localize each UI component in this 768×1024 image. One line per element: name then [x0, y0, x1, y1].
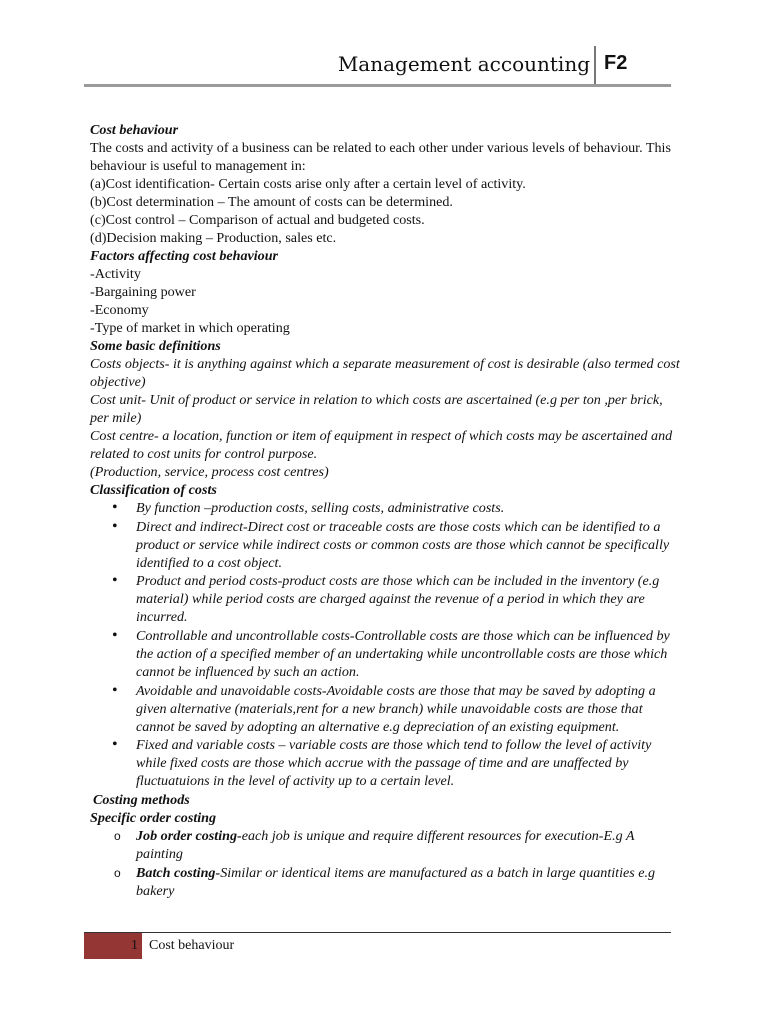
costing-methods-list [90, 827, 680, 900]
costing-method-term: Job order costing- [136, 828, 242, 845]
definition-item: Cost centre- a location, function or item of equipment in respect of which costs may be ascertained and related to cost units for control purpose. [90, 428, 673, 462]
costing-method-item [90, 864, 680, 900]
costing-method-text: Similar or identical items are manufactured as a batch in large quantities e.g bakery [136, 864, 656, 899]
classification-item: • Controllable and uncontrollable costs-Controllable costs are those which can be influenced by the action of a specified member of an undertaking while uncontrollable costs are those which cannot be influenced by such an action. [90, 627, 680, 681]
footer-title: Cost behaviour [149, 938, 235, 953]
factor-item: -Bargaining power [90, 284, 196, 300]
classification-item: • Product and period costs-product costs are those which can be included in the inventory (e.g material) while period costs are charged against the revenue of a period in which they are incurred. [90, 572, 680, 626]
header-title: Management accounting [337, 52, 590, 76]
factor-item: -Activity [90, 266, 141, 282]
specific-order-heading: Specific order costing [90, 810, 217, 827]
costing-methods-heading: Costing methods [93, 792, 190, 809]
classification-item: • Avoidable and unavoidable costs-Avoidable costs are those that may be saved by adopting a given alternative (materials,rent for a new branch) while unavoidable costs are those that cannot be saved by adopting an alternative e.g depreciation of an existing equipment. [90, 682, 680, 736]
page-number: 1 [131, 938, 138, 953]
cost-behaviour-item: (a)Cost identification- Certain costs arise only after a certain level of activity. [90, 176, 526, 192]
factors-heading: Factors affecting cost behaviour [90, 248, 279, 264]
definitions-heading: Some basic definitions [90, 338, 221, 354]
classification-item: • Fixed and variable costs – variable costs are those which tend to follow the level of activity while fixed costs are those which accrue with the passage of time and are unaffected by fluctuatuions in the level of activity up to a certain level. [90, 736, 680, 790]
page-header [84, 44, 670, 84]
cost-behaviour-item: (d)Decision making – Production, sales etc. [90, 230, 337, 246]
costing-method-item [90, 827, 680, 863]
definition-item: (Production, service, process cost centres) [90, 464, 329, 480]
classification-item: • By function –production costs, selling costs, administrative costs. [90, 499, 680, 517]
costing-method-term: Batch costing- [136, 864, 221, 881]
cost-behaviour-item: (b)Cost determination – The amount of costs can be determined. [90, 194, 453, 210]
cost-behaviour-intro: The costs and activity of a business can be related to each other under various levels of behaviour. This behaviour is useful to management in: [90, 140, 671, 174]
header-divider [594, 46, 596, 84]
definition-item: Costs objects- it is anything against which a separate measurement of cost is desirable (also termed cost objective) [90, 356, 680, 390]
classification-item: • Direct and indirect-Direct cost or traceable costs are those costs which can be identified to a product or service while indirect costs or common costs are those which cannot be specifically identified to a cost object. [90, 518, 680, 572]
document-body [90, 121, 680, 900]
header-rule [84, 84, 671, 87]
header-code: F2 [604, 52, 628, 74]
factor-item: -Economy [90, 302, 149, 318]
factor-item: -Type of market in which operating [90, 320, 290, 336]
cost-behaviour-heading: Cost behaviour [90, 122, 179, 138]
classification-list [90, 499, 680, 790]
cost-behaviour-item: (c)Cost control – Comparison of actual and budgeted costs. [90, 212, 425, 228]
definition-item: Cost unit- Unit of product or service in relation to which costs are ascertained (e.g per ton ,per brick, per mile) [90, 392, 663, 426]
costing-method-text: each job is unique and require different resources for execution-E.g A painting [136, 828, 635, 863]
classification-heading: Classification of costs [90, 482, 217, 498]
